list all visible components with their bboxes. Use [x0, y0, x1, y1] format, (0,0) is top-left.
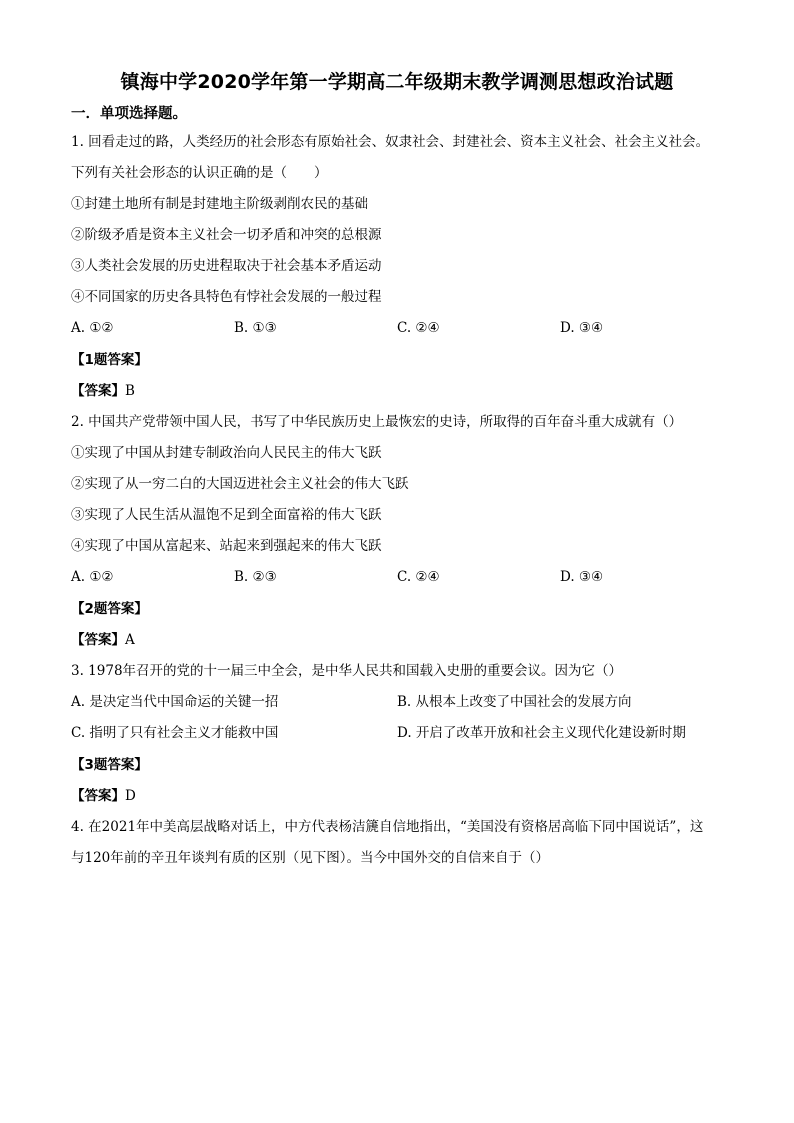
question-2-option-c: C. ②④ [397, 569, 440, 585]
question-1-statement-1: ①封建土地所有制是封建地主阶级剥削农民的基础 [71, 196, 368, 212]
question-1-option-d: D. ③④ [560, 320, 604, 336]
question-1-answer-tag: 【1题答案】 [71, 352, 148, 368]
answer-value: B [125, 383, 135, 399]
question-1-option-c: C. ②④ [397, 320, 440, 336]
question-2-answer-tag: 【2题答案】 [71, 601, 148, 617]
question-3-option-d: D. 开启了改革开放和社会主义现代化建设新时期 [397, 725, 686, 741]
question-3-option-c: C. 指明了只有社会主义才能救中国 [71, 725, 279, 741]
question-3-option-a: A. 是决定当代中国命运的关键一招 [71, 694, 279, 710]
question-2-statement-4: ④实现了中国从富起来、站起来到强起来的伟大飞跃 [71, 538, 382, 554]
question-3-answer [71, 786, 136, 806]
question-1-statement-4: ④不同国家的历史各具特色有悖社会发展的一般过程 [71, 289, 382, 305]
question-3-answer-tag: 【3题答案】 [71, 757, 148, 773]
question-1-option-b: B. ①③ [234, 320, 277, 336]
question-2-statement-3: ③实现了人民生活从温饱不足到全面富裕的伟大飞跃 [71, 507, 382, 523]
answer-label: 【答案】 [71, 788, 125, 804]
question-1-statement-3: ③人类社会发展的历史进程取决于社会基本矛盾运动 [71, 258, 382, 274]
answer-value: D [125, 788, 136, 804]
answer-label: 【答案】 [71, 632, 125, 648]
question-2-option-b: B. ②③ [234, 569, 277, 585]
question-1-stem-cont: 下列有关社会形态的认识正确的是（ ） [71, 165, 328, 181]
question-2-answer [71, 630, 135, 650]
answer-value: A [125, 632, 135, 648]
question-4-stem-cont: 与120年前的辛丑年谈判有质的区别（见下图）。当今中国外交的自信来自于（） [71, 850, 550, 866]
question-2-stem: 2. 中国共产党带领中国人民，书写了中华民族历史上最恢宏的史诗，所取得的百年奋斗重大成就有（） [71, 414, 683, 430]
question-2-statement-2: ②实现了从一穷二白的大国迈进社会主义社会的伟大飞跃 [71, 476, 409, 492]
question-1-answer [71, 381, 135, 401]
section-heading: 一．单项选择题。 [71, 106, 187, 122]
question-1-option-a: A. ①② [71, 320, 114, 336]
question-1-statement-2: ②阶级矛盾是资本主义社会一切矛盾和冲突的总根源 [71, 227, 382, 243]
answer-label: 【答案】 [71, 383, 125, 399]
question-1-stem: 1. 回看走过的路，人类经历的社会形态有原始社会、奴隶社会、封建社会、资本主义社会、社会主义社会。 [71, 134, 710, 150]
question-3-option-b: B. 从根本上改变了中国社会的发展方向 [397, 694, 632, 710]
question-4-stem: 4. 在2021年中美高层战略对话上，中方代表杨洁篪自信地指出，“美国没有资格居高临下同中国说话”，这 [71, 819, 704, 835]
question-2-statement-1: ①实现了中国从封建专制政治向人民民主的伟大飞跃 [71, 445, 382, 461]
question-3-stem: 3. 1978年召开的党的十一届三中全会，是中华人民共和国载入史册的重要会议。因为它（） [71, 663, 623, 679]
question-2-option-a: A. ①② [71, 569, 114, 585]
page-title: 镇海中学2020学年第一学期高二年级期末教学调测思想政治试题 [120, 71, 674, 93]
question-2-option-d: D. ③④ [560, 569, 604, 585]
